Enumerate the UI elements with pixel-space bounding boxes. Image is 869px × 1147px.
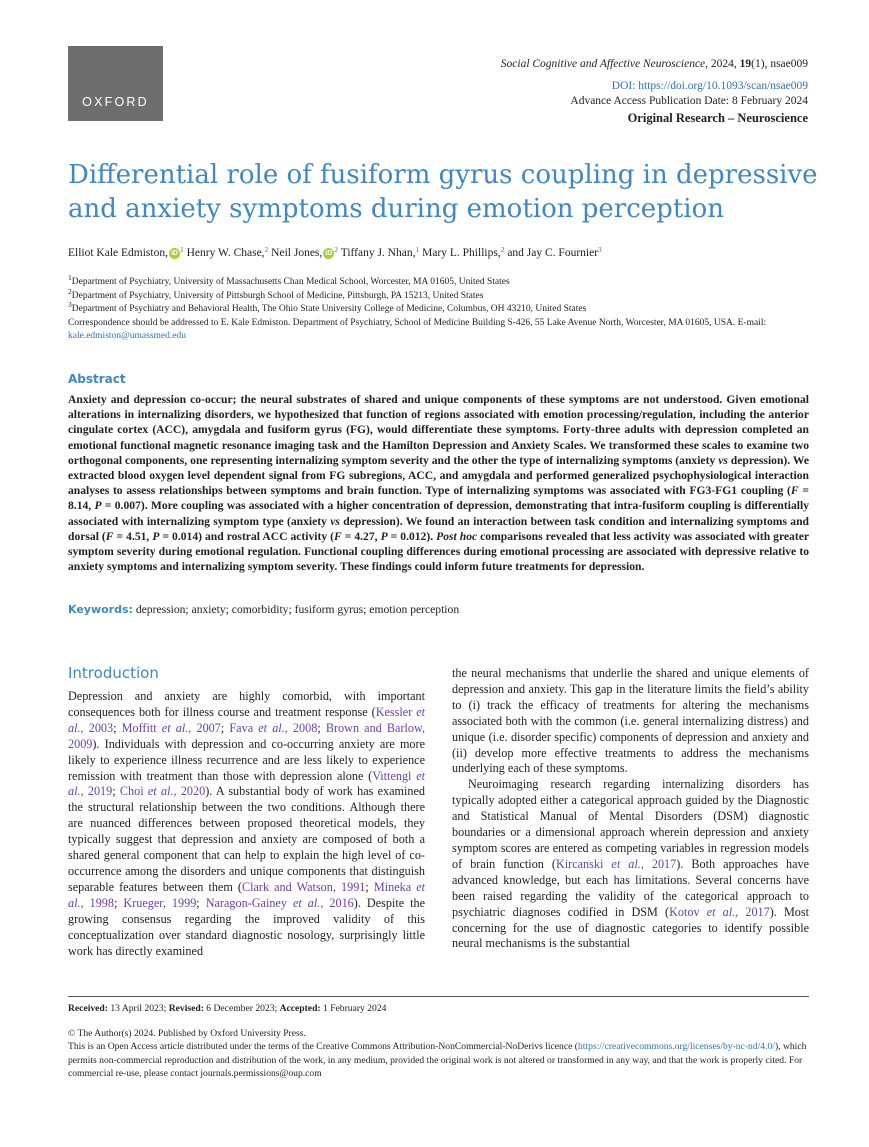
orcid-icon[interactable]: iD (325, 250, 333, 257)
copyright-line: © The Author(s) 2024. Published by Oxford University Press. (68, 1028, 306, 1039)
logo-text: OXFORD (82, 95, 149, 109)
intro-column-1 (68, 689, 425, 959)
license-link[interactable]: https://creativecommons.org/licenses/by-nc-nd/4.0/ (577, 1041, 775, 1053)
intro-column-2 (452, 666, 809, 952)
keywords-list: depression; anxiety; comorbidity; fusiform gyrus; emotion perception (135, 603, 460, 616)
intro-paragraph-1: Depression and anxiety are highly comorbid, with important consequences both for illness course and treatment response (Kessler et al., 2003; Moffitt et al., 2007; Fava et al., 2008; Brown and Barlow, 2009). Individuals with depression and co-occurring anxiety are more likely to experience illness recurrence and are less likely to experience remission with treatment than those with depression alone (Vittengl et al., 2019; Choi et al., 2020). A substantial body of work has examined the structural relationship between the two conditions. Although there are nuanced differences between proposed theoretical models, they typically suggest that depression and anxiety are composed of both a shared general component that can help to explain the high level of co-occurrence among the disorders and unique components that distinguish separable features between them (Clark and Watson, 1991; Mineka et al., 1998; Krueger, 1999; Naragon-Gainey et al., 2016). Despite the growing consensus regarding the improved validity of this conceptualization over standard diagnostic nosology, surprisingly little work has directly examined (68, 689, 426, 958)
journal-citation (501, 58, 808, 70)
intro-paragraph-2: Neuroimaging research regarding internalizing disorders has typically adopted either a categorical approach guided by the Diagnostic and Statistical Manual of Mental Disorders (DSM) diagnostic boundaries or a dimensional approach wherein depression and anxiety symptom scores are entered as competing variables in regression models of brain function (Kircanski et al., 2017). Both approaches have advanced knowledge, but each has limitations. Several concerns have been raised regarding the validity of the categorical approach to psychiatric diagnoses codified in DSM (Kotov et al., 2017). Most concerning for the use of diagnostic categories to identify possible neural mechanisms is the substantial (452, 777, 810, 951)
citation-link[interactable]: Krueger, 1999 (123, 895, 197, 910)
affiliation-marker: 2 (264, 245, 269, 254)
author-name: Tiffany J. Nhan, (340, 247, 416, 259)
citation-year: , 2024, (705, 58, 740, 70)
footer-divider (68, 996, 809, 997)
author-name: and Jay C. Fournier (507, 247, 599, 259)
affiliation-number: 3 (68, 300, 72, 310)
affiliation-number: 2 (68, 286, 72, 296)
citation-link[interactable]: Vittengl et al., 2019 (68, 768, 425, 799)
abstract-heading: Abstract (68, 372, 126, 386)
email-link[interactable]: kale.edmiston@umassmed.edu (68, 331, 186, 342)
keywords-label: Keywords: (68, 603, 133, 616)
journal-name: Social Cognitive and Affective Neuroscience (500, 58, 706, 70)
correspondence: Correspondence should be addressed to E. Kale Edmiston. Department of Psychiatry, School of Medicine Building S-426, 55 Lake Avenue North, Worcester, MA 01605, USA. E-mail: kale.edmiston@umassmed.edu (68, 317, 767, 342)
issue-article: (1), nsae009 (751, 58, 808, 70)
oxford-logo (68, 46, 163, 121)
doi-link[interactable]: DOI: https://doi.org/10.1093/scan/nsae009 (611, 80, 808, 92)
abstract-text: Anxiety and depression co-occur; the neural substrates of shared and unique components of these symptoms are not understood. Given emotional alterations in internalizing disorders, we hypothesized that function of regions associated with emotion processing/regulation, including the anterior cingulate cortex (ACC), amygdala and fusiform gyrus (FG), would differentiate these symptoms. Forty-three adults with depression completed an emotional functional magnetic resonance imaging task and the Hamilton Depression and Anxiety Scales. We transformed these scales to examine two orthogonal components, one representing internalizing symptom severity and the other the type of internalizing symptoms (anxiety vs depression). We extracted blood oxygen level dependent signal from FG subregions, ACC, and amygdala and performed generalized psychophysiological interaction analyses to assess relationships between symptoms and brain function. Type of internalizing symptoms was associated with FG3-FG1 coupling (F = 8.14, P = 0.007). More coupling was associated with a higher concentration of depression, demonstrating that intra-fusiform coupling is differentially associated with internalizing symptom type (anxiety vs depression). We found an interaction between task condition and internalizing symptoms and dorsal (F = 4.51, P = 0.014) and rostral ACC activity (F = 4.27, P = 0.012). Post hoc comparisons revealed that less activity was associated with greater symptom severity during emotional regulation. Functional coupling differences during emotional processing are associated with depressive relative to anxiety symptoms and internalizing symptom severity. These findings could inform future treatments for depression. (68, 393, 809, 574)
affiliation: $^2$Department of Psychiatry, University of Pittsburgh School of Medicine, Pittsburgh, PA 15213, United States (68, 286, 484, 301)
citation-link[interactable]: Fava et al., 2008 (229, 720, 318, 735)
citation-link[interactable]: Moffitt et al., 2007 (121, 720, 221, 735)
copyright-notice (68, 1027, 809, 1081)
affiliation-marker: 2 (500, 245, 505, 254)
affiliations (68, 273, 808, 344)
intro-paragraph-continued: the neural mechanisms that underlie the shared and unique elements of depression and anxiety. This gap in the literature limits the field’s ability to (i) track the efficacy of treatments for altering the mechanisms associated both with the common (i.e. general internalizing distress) and unique (i.e. disorder specific) components of depression and anxiety and (ii) develop more effective treatments to address the mechanisms underlying each of these symptoms. (452, 666, 809, 776)
author-list (68, 247, 828, 259)
affiliation: $^3$Department of Psychiatry and Behavioral Health, The Ohio State University College of Medicine, Columbus, OH 43210, United States (68, 300, 587, 315)
keywords (68, 603, 828, 616)
volume: 19 (739, 58, 752, 70)
article-section: Original Research – Neuroscience (627, 111, 808, 125)
citation-link[interactable]: Mineka et al., 1998 (68, 879, 425, 910)
article-title: Differential role of fusiform gyrus coupling in depressive and anxiety symptoms during emotion perception (68, 160, 818, 224)
author-name: Neil Jones, (271, 247, 323, 259)
author-name: Elliot Kale Edmiston, (68, 247, 168, 259)
affiliation-marker: 3 (598, 245, 602, 254)
citation-link[interactable]: Kessler et al., 2003 (68, 704, 425, 735)
orcid-icon[interactable]: iD (170, 250, 178, 257)
license-text: This is an Open Access article distributed under the terms of the Creative Commons Attribution-NonCommercial-NoDerivs licence (https://creativecommons.org/licenses/by-nc-nd/4.0/), which permits non-commercial reproduction and distribution of the work, in any medium, provided the original work is not altered or transformed in any way, and that the work is properly cited. For commercial re-use, please contact journals.permissions@oup.com (68, 1041, 807, 1080)
introduction-heading: Introduction (68, 664, 159, 682)
citation-link[interactable]: Naragon-Gainey et al., 2016 (205, 895, 354, 910)
citation-link[interactable]: Clark and Watson, 1991 (241, 879, 366, 894)
affiliation-marker: 2 (334, 245, 339, 254)
author-name: Henry W. Chase, (186, 247, 265, 259)
affiliation-marker: 1 (415, 245, 420, 254)
citation-link[interactable]: Kircanski et al., 2017 (555, 856, 677, 871)
affiliation-number: 1 (68, 273, 72, 282)
affiliation-marker: 1 (179, 245, 184, 254)
citation-link[interactable]: Kotov et al., 2017 (669, 904, 770, 919)
access-date: Advance Access Publication Date: 8 February 2024 (570, 95, 808, 107)
affiliation: $^1$Department of Psychiatry, University of Massachusetts Chan Medical School, Worcester, MA 01605, United States (68, 273, 510, 287)
author-name: Mary L. Phillips, (422, 247, 501, 259)
history-dates: Received: 13 April 2023; Revised: 6 December 2023; Accepted: 1 February 2024 (68, 1003, 387, 1014)
citation-link[interactable]: Choi et al., 2020 (119, 784, 206, 799)
citation-link[interactable]: Brown and Barlow, 2009 (68, 720, 426, 751)
